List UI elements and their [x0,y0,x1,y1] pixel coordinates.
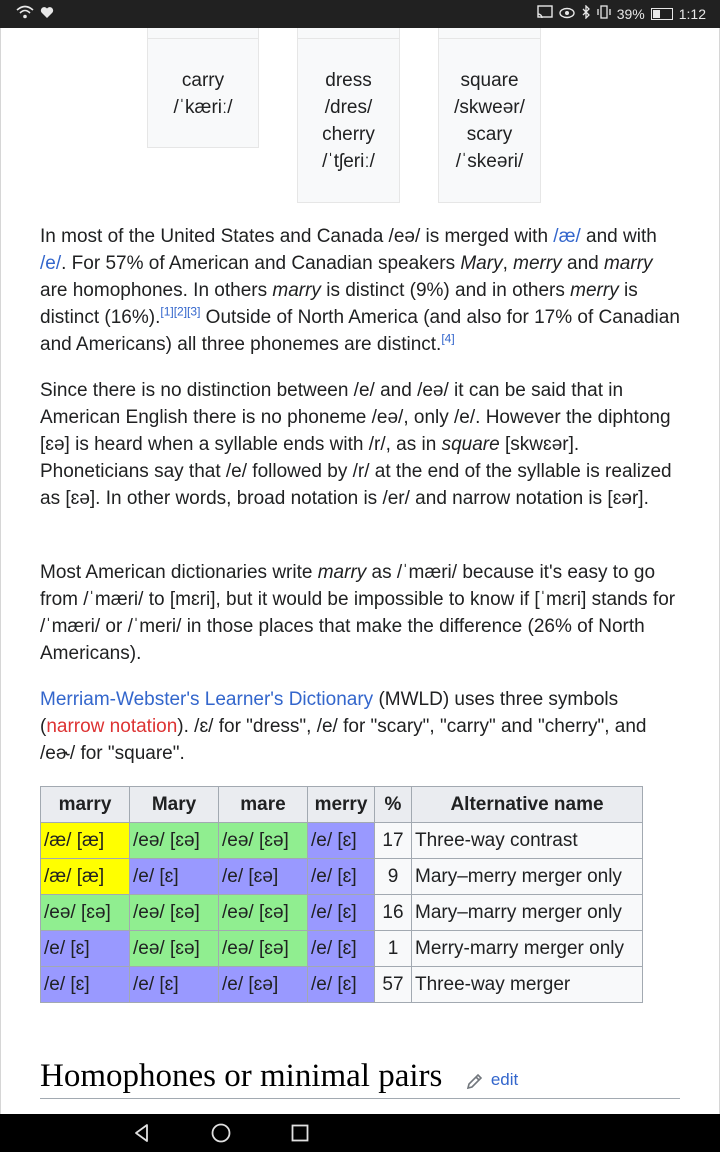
phoneme-cell: /e/ [ɛ] [41,931,130,967]
card-line: /dres/ [324,97,373,118]
section-title: Homophones or minimal pairs [40,1058,443,1094]
phoneme-cell: /eə/ [ɛə] [130,823,219,859]
phoneme-cell: /e/ [ɛ] [308,859,375,895]
phoneme-cell: /e/ [ɛ] [308,967,375,1003]
percent-cell: 17 [375,823,412,859]
back-icon[interactable] [131,1122,153,1144]
link-narrow-notation[interactable]: narrow notation [46,716,178,737]
phoneme-cell: /eə/ [ɛə] [130,895,219,931]
table-header: mare [219,787,308,823]
recents-icon[interactable] [289,1122,311,1144]
heart-icon [40,6,54,22]
citation-1-2-3[interactable]: [1][2][3] [160,304,201,319]
card-line: /skweər/ [454,97,525,118]
cast-icon [537,5,553,22]
clock: 1:12 [678,5,706,22]
table-row [41,859,643,895]
home-icon[interactable] [210,1122,232,1144]
status-bar [0,0,720,28]
card-line: scary [466,124,513,145]
phoneme-cell: /eə/ [ɛə] [41,895,130,931]
card-square-scary [438,28,541,203]
link-e-phoneme[interactable]: /e/ [40,253,62,274]
alternative-name-cell: Merry-marry merger only [412,931,643,967]
phoneme-cell: /æ/ [æ] [41,859,130,895]
card-line: /ˈskeəri/ [455,151,524,172]
link-merriam-webster[interactable]: Merriam-Webster's Learner's Dictionary [40,689,374,710]
table-row [41,931,643,967]
phoneme-cell: /e/ [ɛə] [219,859,308,895]
percent-cell: 57 [375,967,412,1003]
card-line: cherry [322,124,375,145]
table-header: Mary [130,787,219,823]
pencil-icon [465,1071,485,1091]
phoneme-cell: /e/ [ɛ] [308,931,375,967]
phoneme-cell: /eə/ [ɛə] [219,931,308,967]
bluetooth-icon [581,5,591,22]
phoneme-cell: /e/ [ɛ] [41,967,130,1003]
paragraph-merger: In most of the United States and Canada /eə/ is merged with /æ/ and with /e/. For 57% of American and Canadian speakers Mary, merry and marry are homophones. In others marry is distinct (9%) and in others merry is distinct (16%).[1][2][3] Outside of North America (and also for 17% of Canadian and Americans) all three phonemes are distinct.[4] [40,226,680,355]
phoneme-table [40,786,643,1003]
phoneme-cell: /eə/ [ɛə] [130,931,219,967]
alternative-name-cell: Three-way merger [412,967,643,1003]
card-line: carry [181,70,225,91]
phoneme-cell: /e/ [ɛ] [308,823,375,859]
alternative-name-cell: Mary–merry merger only [412,859,643,895]
wifi-icon [16,5,34,22]
paragraph-mwld: Merriam-Webster's Learner's Dictionary (MWLD) uses three symbols (narrow notation). /ɛ/ for "dress", /e/ for "scary", "carry" and "cherry", and /eɚ/ for "square". [40,689,647,764]
eye-icon [559,6,575,22]
table-header: Alternative name [412,787,643,823]
card-line: square [460,70,519,91]
card-line: dress [325,70,372,91]
phoneme-cell: /e/ [ɛ] [130,967,219,1003]
battery-icon [651,8,673,20]
citation-4[interactable]: [4] [441,331,455,346]
card-line: /ˈkæriː/ [173,97,233,118]
edit-label: edit [490,1070,519,1089]
table-header: marry [41,787,130,823]
percent-cell: 16 [375,895,412,931]
alternative-name-cell: Three-way contrast [412,823,643,859]
phoneme-cell: /e/ [ɛə] [219,967,308,1003]
battery-percent: 39% [616,5,645,22]
example-cards [0,28,720,208]
table-header: merry [308,787,375,823]
phoneme-cell: /e/ [ɛ] [308,895,375,931]
section-heading [40,1054,680,1099]
edit-section-button[interactable] [465,1054,518,1106]
article-content[interactable] [0,28,720,1114]
phoneme-cell: /æ/ [æ] [41,823,130,859]
card-line: /ˈtʃeriː/ [322,151,375,172]
alternative-name-cell: Mary–marry merger only [412,895,643,931]
paragraph-distinction: Since there is no distinction between /e/ and /eə/ it can be said that in American English there is no phoneme /eə/, only /e/. However the diphtong [ɛə] is heard when a syllable ends with /r/, as in square [skwɛər]. Phoneticians say that /e/ followed by /r/ at the end of the syllable is realized as [ɛə]. In other words, broad notation is /er/ and narrow notation is [ɛər]. [40,380,672,509]
phoneme-cell: /eə/ [ɛə] [219,823,308,859]
phoneme-cell: /e/ [ɛ] [130,859,219,895]
table-row [41,895,643,931]
vibrate-icon [597,5,611,22]
card-carry [147,28,259,148]
link-ae-phoneme[interactable]: /æ/ [553,226,581,247]
table-row [41,967,643,1003]
percent-cell: 1 [375,931,412,967]
table-header: % [375,787,412,823]
paragraph-dictionaries: Most American dictionaries write marry as /ˈmæri/ because it's easy to go from /ˈmæri/ to [mɛri], but it would be impossible to know if [ˈmɛri] stands for /ˈmæri/ or /ˈmeri/ in those places that make the difference (26% of North Americans). [40,562,676,664]
navigation-bar [0,1114,720,1152]
phoneme-cell: /eə/ [ɛə] [219,895,308,931]
card-dress-cherry [297,28,400,203]
table-row [41,823,643,859]
percent-cell: 9 [375,859,412,895]
